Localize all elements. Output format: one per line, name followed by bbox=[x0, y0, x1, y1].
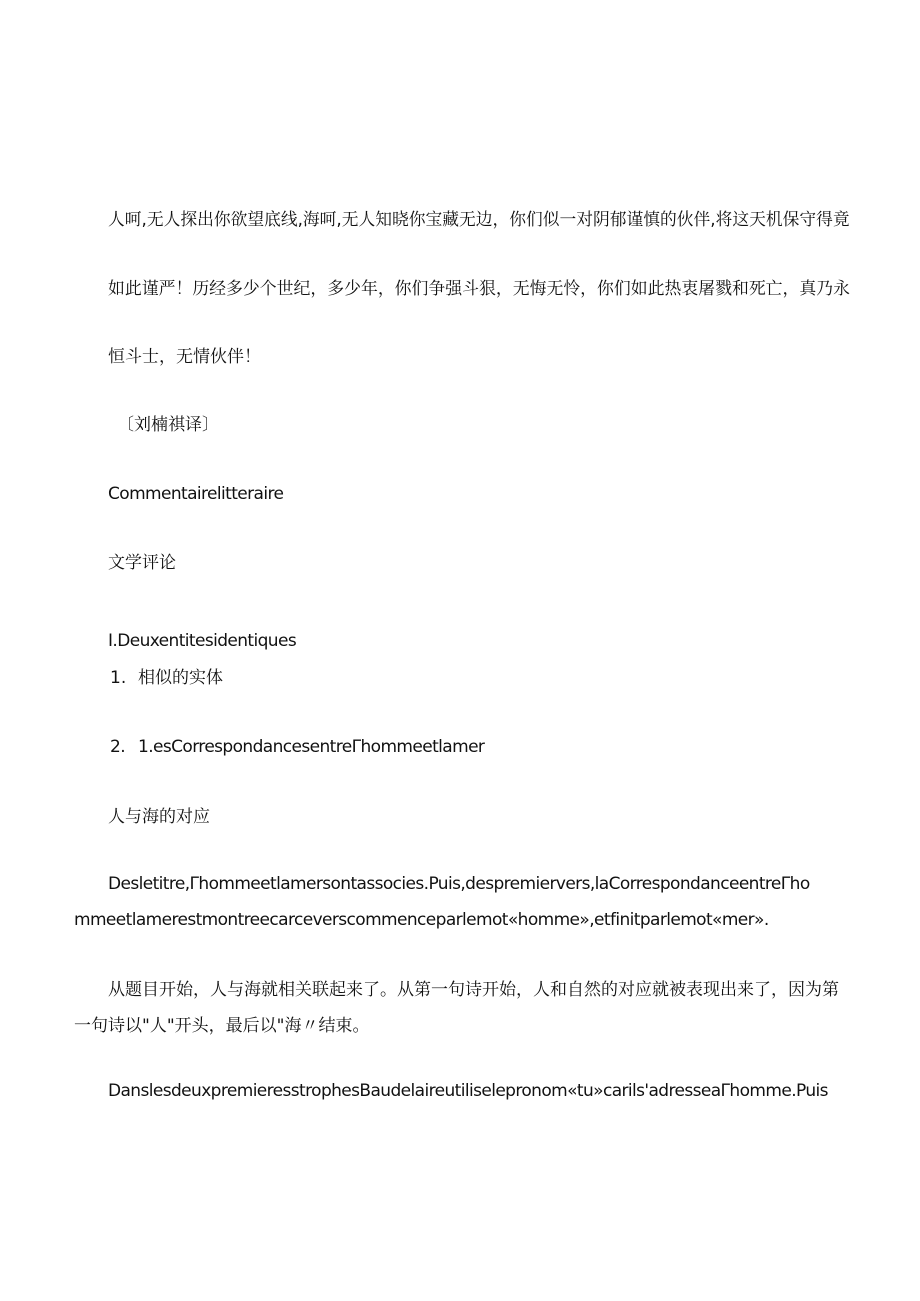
list-item-1-number: 1. bbox=[110, 668, 127, 688]
list-item-2 bbox=[110, 736, 484, 758]
french-paragraph-2-line-1: DanslesdeuxpremieresstrophesBaudelaireutiliselepronom«tu»carils'adresseaΓhomme.Puis bbox=[108, 1081, 828, 1101]
poem-translation-line-1: 人呵,无人探出你欲望底线,海呵,无人知晓你宝藏无边，你们似一对阴郁谨慎的伙伴,将这天机保守得竟 bbox=[108, 210, 850, 230]
list-item-1-text: 相似的实体 bbox=[138, 668, 223, 688]
poem-translation-line-2: 如此谨严！历经多少个世纪，多少年，你们争强斗狠，无悔无怜，你们如此热衷屠戮和死亡，真乃永 bbox=[108, 279, 850, 299]
list-item-2-number: 2. bbox=[110, 737, 126, 757]
list-item-2-text: 1.esCorrespondancesentreΓhommeetlamer bbox=[138, 737, 485, 757]
french-paragraph-1-line-2: mmeetlamerestmontreecarceverscommenceparlemot«homme»,etfinitparlemot«mer». bbox=[74, 910, 769, 930]
subheading-chinese: 人与海的对应 bbox=[108, 807, 210, 827]
heading-chinese: 文学评论 bbox=[108, 553, 176, 573]
list-item-1 bbox=[110, 667, 223, 689]
chinese-paragraph-1-line-2: 一句诗以"人"开头，最后以"海〃结束。 bbox=[74, 1016, 370, 1036]
chinese-paragraph-1-line-1: 从题目开始，人与海就相关联起来了。从第一句诗开始，人和自然的对应就被表现出来了，因为第 bbox=[108, 980, 839, 1000]
poem-translation-line-3: 恒斗士，无情伙伴！ bbox=[108, 347, 261, 367]
heading-french: Commentairelitteraire bbox=[108, 484, 284, 504]
translator-credit: 〔刘楠祺译〕 bbox=[117, 415, 219, 435]
section-heading-french: I.Deuxentitesidentiques bbox=[108, 631, 297, 651]
french-paragraph-1-line-1: Desletitre,Γhommeetlamersontassocies.Puis,despremiervers,laCorrespondanceentreΓho bbox=[108, 874, 810, 894]
